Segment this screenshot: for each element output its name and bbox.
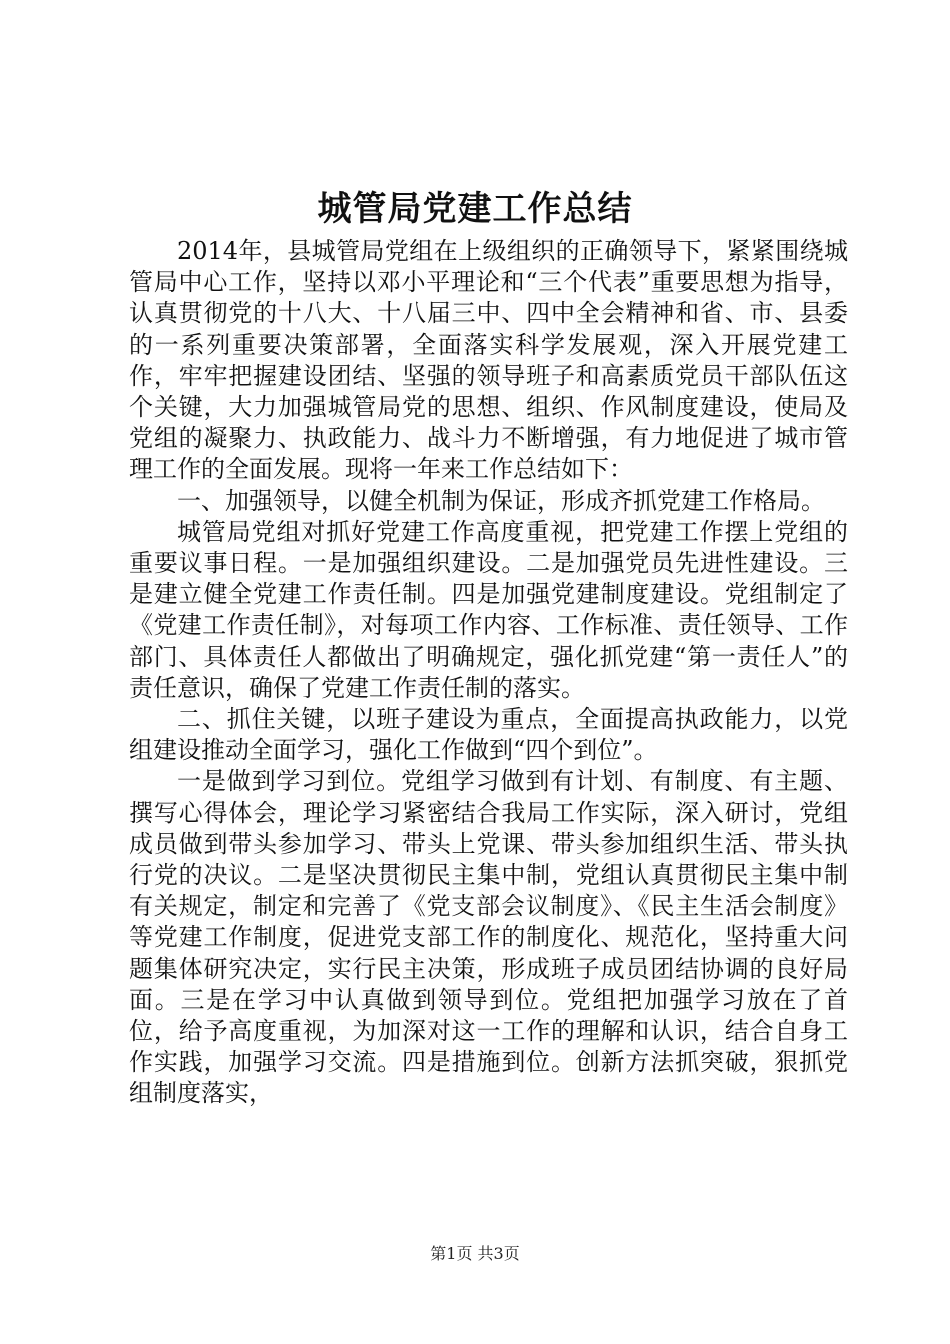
- section-heading-1: 一、加强领导，以健全机制为保证，形成齐抓党建工作格局。: [177, 486, 825, 515]
- section-heading-2: 二、抓住关键，以班子建设为重点，全面提高执政能力，以党组建设推动全面学习，强化工作做到“四个到位”。: [129, 705, 848, 765]
- document-title: 城管局党建工作总结: [317, 189, 633, 229]
- paragraph-section-1: 城管局党组对抓好党建工作高度重视，把党建工作摆上党组的重要议事日程。一是加强组织建设。二是加强党员先进性建设。三是建立健全党建工作责任制。四是加强党建制度建设。党组制定了《党建工作责任制》，对每项工作内容、工作标准、责任领导、工作部门、具体责任人都做出了明确规定，强化抓党建“第一责任人”的责任意识，确保了党建工作责任制的落实。: [129, 517, 848, 702]
- paragraph-intro: 2014年，县城管局党组在上级组织的正确领导下，紧紧围绕城管局中心工作，坚持以邓小平理论和“三个代表”重要思想为指导，认真贯彻党的十八大、十八届三中、四中全会精神和省、市、县委的一系列重要决策部署，全面落实科学发展观，深入开展党建工作，牢牢把握建设团结、坚强的领导班子和高素质党员干部队伍这个关键，大力加强城管局党的思想、组织、作风制度建设，使局及党组的凝聚力、执政能力、战斗力不断增强，有力地促进了城市管理工作的全面发展。现将一年来工作总结如下：: [129, 237, 848, 484]
- page-footer: 第1页 共3页: [430, 1244, 520, 1263]
- paragraph-section-2: 一是做到学习到位。党组学习做到有计划、有制度、有主题、撰写心得体会，理论学习紧密结合我局工作实际，深入研讨，党组成员做到带头参加学习、带头上党课、带头参加组织生活、带头执行党的决议。二是坚决贯彻民主集中制，党组认真贯彻民主集中制有关规定，制定和完善了《党支部会议制度》、《民主生活会制度》等党建工作制度，促进党支部工作的制度化、规范化，坚持重大问题集体研究决定，实行民主决策，形成班子成员团结协调的良好局面。三是在学习中认真做到领导到位。党组把加强学习放在了首位，给予高度重视，为加深对这一工作的理解和认识，结合自身工作实践，加强学习交流。四是措施到位。创新方法抓突破，狠抓党组制度落实，: [129, 767, 848, 1108]
- document-body: [129, 236, 848, 1110]
